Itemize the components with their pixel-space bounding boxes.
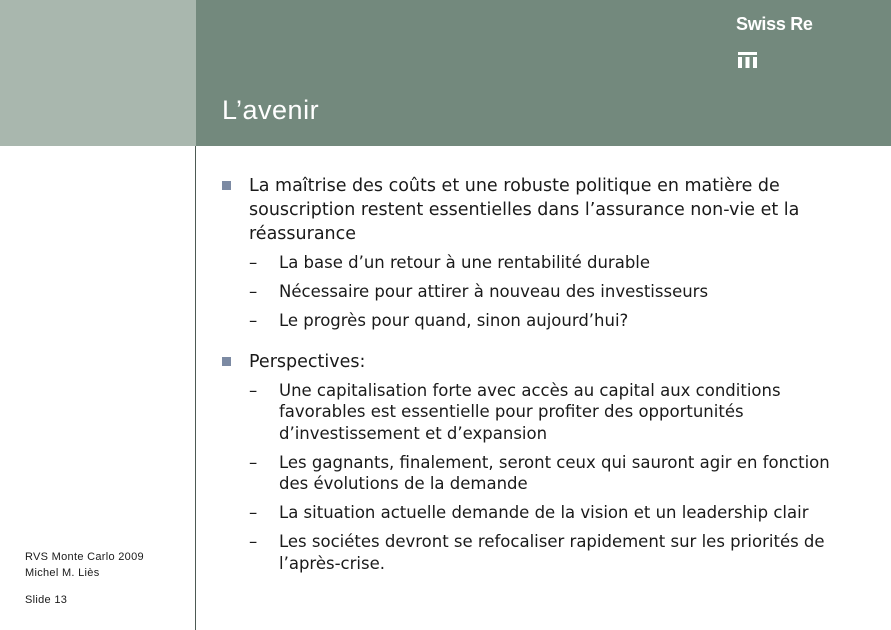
sub-item bbox=[222, 502, 862, 524]
slide-content bbox=[222, 174, 862, 582]
swiss-re-logo-icon bbox=[738, 52, 757, 68]
dash-marker: – bbox=[249, 253, 258, 272]
dash-marker: – bbox=[249, 282, 258, 301]
sub-item bbox=[222, 252, 862, 274]
brand-name: Swiss Re bbox=[736, 14, 813, 34]
left-header-panel bbox=[0, 0, 196, 146]
sub-item bbox=[222, 380, 862, 445]
square-bullet-icon bbox=[222, 181, 231, 190]
bullet-item bbox=[222, 350, 862, 575]
slide-number: Slide 13 bbox=[25, 594, 68, 606]
sub-item-text: Le progrès pour quand, sinon aujourd’hui? bbox=[279, 311, 629, 330]
sub-item bbox=[222, 452, 862, 495]
dash-marker: – bbox=[249, 532, 258, 551]
sub-item-text: Les gagnants, finalement, seront ceux qui sauront agir en fonction des évolutions de la demande bbox=[279, 452, 830, 493]
dash-marker: – bbox=[249, 380, 258, 400]
vertical-divider bbox=[195, 146, 196, 630]
bullet-text: Perspectives: bbox=[249, 351, 366, 372]
dash-marker: – bbox=[249, 452, 258, 472]
sub-list bbox=[249, 380, 862, 575]
sub-item-text: Les sociétes devront se refocaliser rapidement sur les priorités de l’après-crise. bbox=[279, 532, 825, 573]
sub-item-text: La base d’un retour à une rentabilité durable bbox=[279, 253, 651, 272]
sub-list bbox=[249, 252, 862, 332]
dash-marker: – bbox=[249, 311, 258, 330]
dash-marker: – bbox=[249, 503, 258, 522]
slide-title: L’avenir bbox=[222, 95, 320, 125]
sub-item-text: Une capitalisation forte avec accès au capital aux conditions favorables est essentielle pour profiter des opportunités d’investissement et d’expansion bbox=[279, 380, 781, 443]
footer-author: Michel M. Liès bbox=[25, 567, 100, 579]
bullet-item bbox=[222, 174, 862, 332]
sub-item bbox=[222, 310, 862, 332]
sub-item bbox=[222, 281, 862, 303]
sub-item-text: Nécessaire pour attirer à nouveau des investisseurs bbox=[279, 282, 709, 301]
sub-item-text: La situation actuelle demande de la vision et un leadership clair bbox=[279, 503, 809, 522]
footer-event: RVS Monte Carlo 2009 bbox=[25, 551, 144, 563]
sub-item bbox=[222, 531, 862, 574]
bullet-text: La maîtrise des coûts et une robuste politique en matière de souscription restent essentielles dans l’assurance non-vie et la réassurance bbox=[249, 176, 800, 244]
square-bullet-icon bbox=[222, 357, 231, 366]
